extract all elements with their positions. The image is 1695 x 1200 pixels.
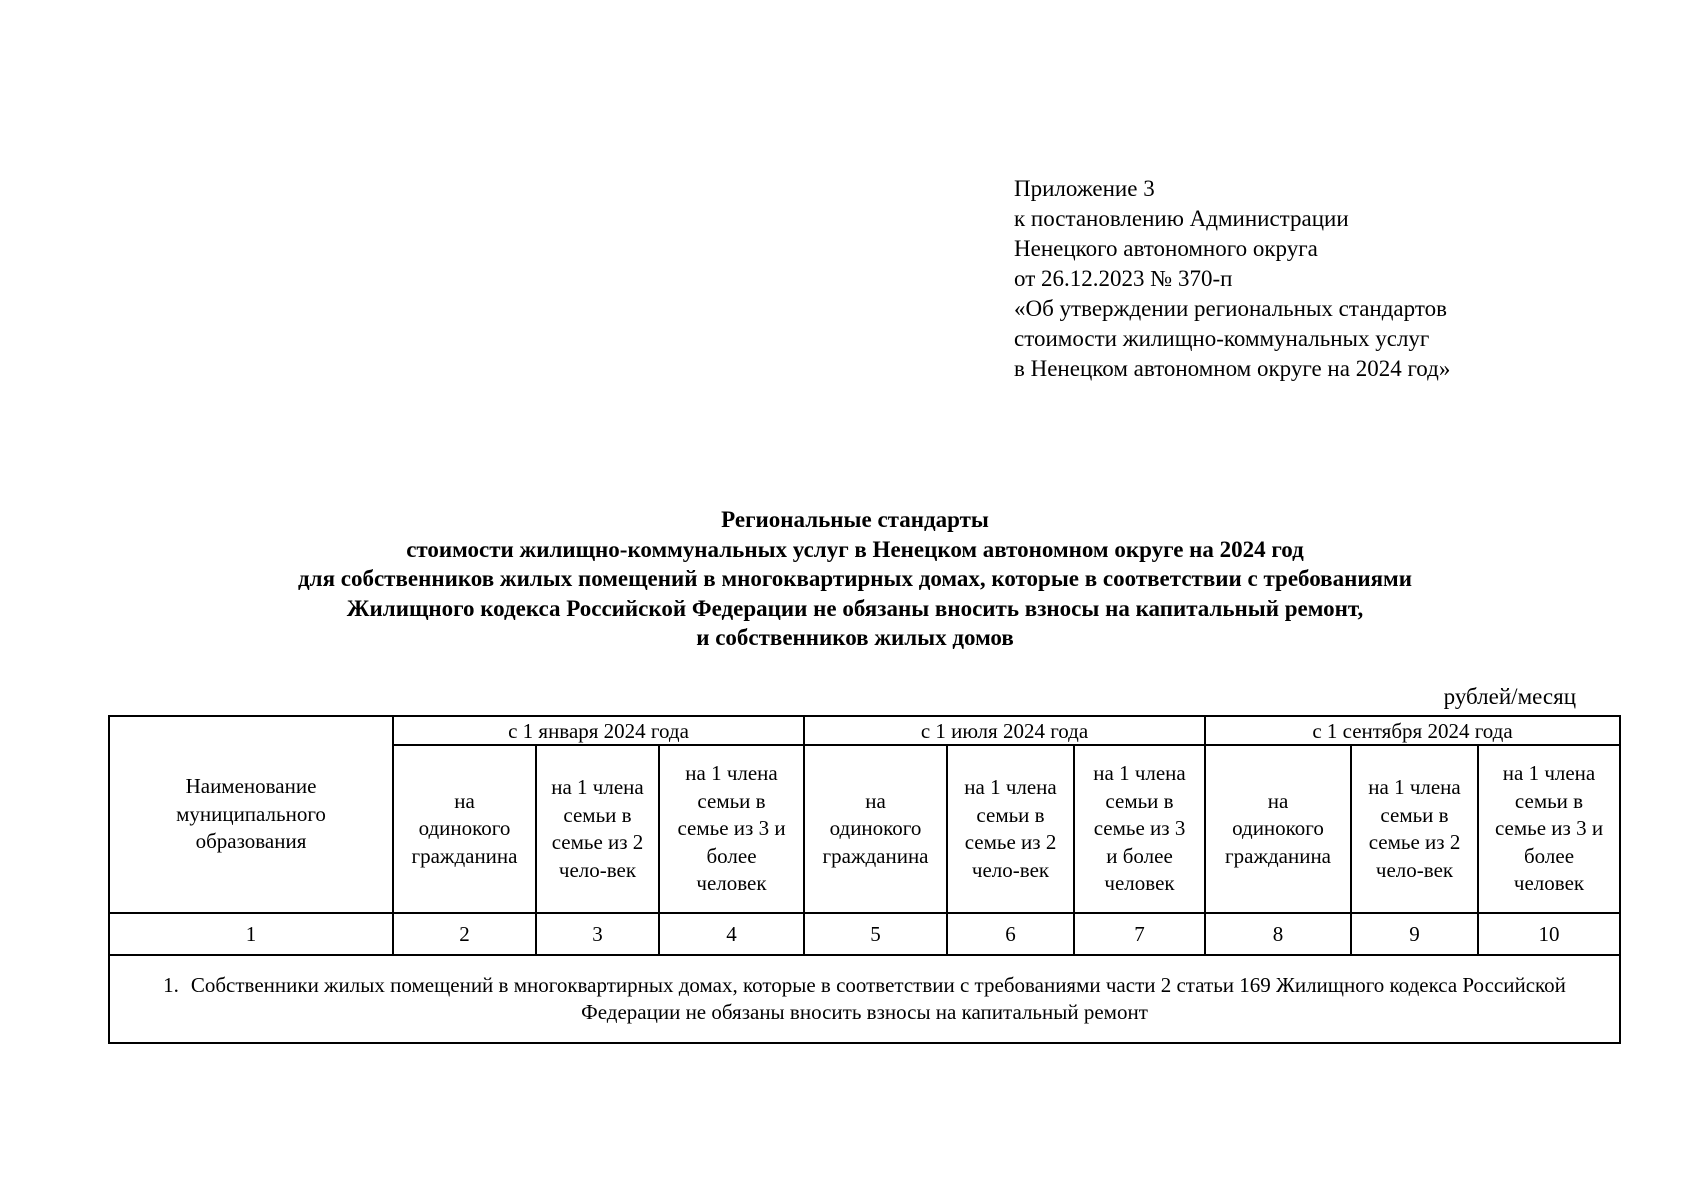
- subheader-single: на одинокого гражданина: [393, 745, 536, 913]
- column-number: 7: [1074, 913, 1205, 955]
- section-row: [109, 955, 1620, 1043]
- section-number: 1.: [163, 973, 179, 997]
- column-number: 4: [659, 913, 804, 955]
- annex-line: от 26.12.2023 № 370-п: [1014, 266, 1233, 291]
- subheader-single: на одинокого гражданина: [804, 745, 947, 913]
- period-header-july: с 1 июля 2024 года: [804, 716, 1205, 745]
- period-header-january: с 1 января 2024 года: [393, 716, 804, 745]
- title-line: Региональные стандарты: [721, 507, 989, 532]
- annex-block: [1014, 174, 1654, 384]
- column-number: 5: [804, 913, 947, 955]
- unit-label: рублей/месяц: [1443, 684, 1576, 709]
- column-number: 10: [1478, 913, 1620, 955]
- column-number: 1: [109, 913, 393, 955]
- title-line: и собственников жилых домов: [696, 625, 1014, 650]
- subheader-single: на одинокого гражданина: [1205, 745, 1351, 913]
- document-title: [0, 505, 1695, 653]
- subheader-family-2: на 1 члена семьи в семье из 2 чело-век: [947, 745, 1074, 913]
- annex-line: Приложение 3: [1014, 176, 1155, 201]
- period-header-row: [109, 716, 1620, 745]
- column-number: 6: [947, 913, 1074, 955]
- annex-line: в Ненецком автономном округе на 2024 год»: [1014, 356, 1451, 381]
- subheader-family-3: на 1 члена семьи в семье из 3 и более человек: [1478, 745, 1620, 913]
- title-line: для собственников жилых помещений в многоквартирных домах, которые в соответствии с требованиями: [298, 566, 1412, 591]
- annex-line: «Об утверждении региональных стандартов: [1014, 296, 1447, 321]
- column-number: 2: [393, 913, 536, 955]
- section-text: Собственники жилых помещений в многоквартирных домах, которые в соответствии с требованиями части 2 статьи 169 Жилищного кодекса Российской Федерации не обязаны вносить взносы на капитальный ремонт: [190, 973, 1566, 1024]
- period-header-september: с 1 сентября 2024 года: [1205, 716, 1620, 745]
- standards-table: [108, 715, 1621, 1044]
- column-number: 9: [1351, 913, 1478, 955]
- subheader-family-2: на 1 члена семьи в семье из 2 чело-век: [1351, 745, 1478, 913]
- subheader-family-2: на 1 члена семьи в семье из 2 чело-век: [536, 745, 659, 913]
- title-line: стоимости жилищно-коммунальных услуг в Ненецком автономном округе на 2024 год: [406, 536, 1304, 562]
- column-number: 8: [1205, 913, 1351, 955]
- municipality-header: Наименование муниципального образования: [109, 716, 393, 913]
- column-number: 3: [536, 913, 659, 955]
- annex-line: к постановлению Администрации: [1014, 206, 1349, 231]
- column-number-row: [109, 913, 1620, 955]
- annex-line: Ненецкого автономного округа: [1014, 236, 1318, 261]
- subheader-family-3: на 1 члена семьи в семье из 3 и более человек: [659, 745, 804, 913]
- section-heading: [109, 955, 1620, 1043]
- annex-line: стоимости жилищно-коммунальных услуг: [1014, 326, 1430, 351]
- subheader-family-3: на 1 члена семьи в семье из 3 и более человек: [1074, 745, 1205, 913]
- title-line: Жилищного кодекса Российской Федерации не обязаны вносить взносы на капитальный ремонт,: [346, 595, 1364, 621]
